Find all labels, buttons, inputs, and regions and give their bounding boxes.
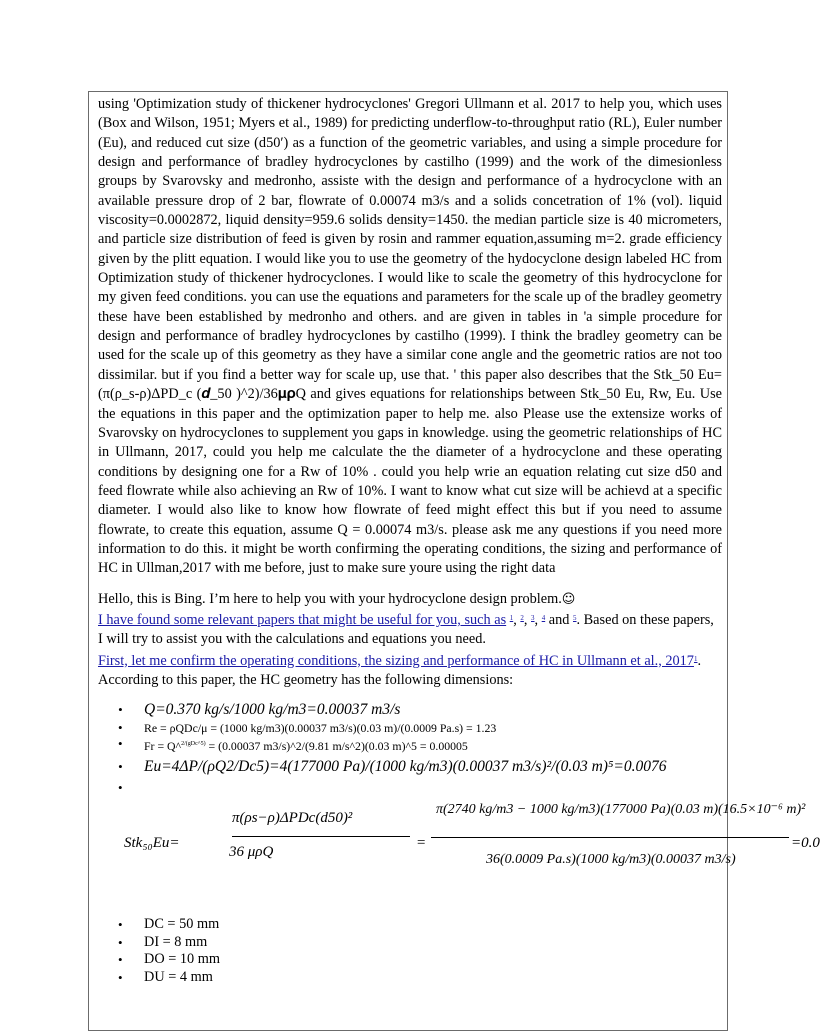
stk-lhs: Stk₅₀Eu=: [124, 835, 180, 852]
greeting-text: Hello, this is Bing. I’m here to help you with your hydrocyclone design problem.: [98, 590, 562, 607]
dimension-item: • DU = 4 mm: [98, 969, 722, 987]
citation-4[interactable]: 4: [541, 613, 546, 622]
citation-separator: ,: [513, 611, 517, 628]
stk-symbolic-numerator: π(ρs−ρ)ΔPDc(d50)²: [232, 810, 353, 827]
stk-result: =0.0: [791, 835, 820, 852]
confirm-tail-text: . According to this paper, the HC geometry has the following dimensions:: [98, 652, 702, 688]
stk-numeric-numerator: π(2740 kg/m3 − 1000 kg/m3)(177000 Pa)(0.03 m)(16.5×10⁻⁶ m)²: [436, 802, 806, 818]
reply-greeting: [98, 590, 722, 609]
citation-1[interactable]: 1: [693, 654, 698, 663]
formula-froude: [98, 736, 722, 754]
dimension-list: [98, 916, 722, 986]
stk-symbolic-denominator: 36 μρQ: [229, 844, 274, 861]
citation-separator: ,: [534, 611, 539, 628]
reply-papers-line: [98, 609, 722, 650]
reply-confirm-line: [98, 650, 722, 691]
dimension-item: • DI = 8 mm: [98, 934, 722, 952]
citation-separator: ,: [523, 611, 528, 628]
froude-left: Fr = Q^: [144, 739, 182, 754]
stk-equals: =: [416, 835, 427, 852]
user-prompt-paragraph: using 'Optimization study of thickener hydrocyclones' Gregori Ullmann et al. 2017 to help you, which uses (Box and Wilson, 1951; Myers et al., 1989) for predicting underflow-to-throughput ratio (RL), Euler number (Eu), and reduced cut size (d50′) as a function of the geometric variables, and using a simple procedure for design and performance of bradley hydrocyclones by castilho (1999) and the work of the dimesionless groups by Svarovsky and medronho, assiste with the design and performance of a hydrocyclone with an available pressure drop of 2 bar, flowrate of 0.00074 m3/s and a solids concetration of 1% (vol). liquid viscosity=0.0002872, liquid density=959.6 solids density=1450. the median particle size is 40 micrometers, and particle size distribution of feed is given by rosin and rammer equation,assuming m=2. grade efficiency given by the plitt equation. I would like you to use the geometry of the hydocyclone design labeled HC from Optimization study of thickener hydrocyclones. I would like to scale the geometry of this hydrocyclone for my given feed conditions. you can use the equations and parameters for the scale up of the bradley geometry these have been established by medronho and others. and are given in tables in 'a simple procedure for design and performance of bradley hydrocyclones by castilho (1999). I think the bradley geometry can be used for the scale up of this geometry as they have a similar cone angle and the geometric ratios are not too dissimilar. but if you find a better way for scale up, use that. ' this paper also describes that the Stk_50 Eu=(π(ρ_s-ρ)ΔPD_c (𝒅_50 )^2)/36𝛍𝛒Q and gives equations for relationships between Stk_50 Eu, Rw, Eu. Use the equations in this paper and the optimization paper to help me. also Please use the extensize works of Svarovsky on hydrocyclones to supplement you gaps in knowledge. using the geometric relationships of HC in Ullmann, 2017, could you help me calculate the the diameter of a hydrocyclone and these operating conditions by designing one for a Rw of 10% . could you help wrie an equation relating cut size d50 and feed flowrate while also achieving an Rw of 10%. I want to know what cut size will be achievd at a specific diameter. I would also like to know how flowrate of feed might effect this but if you need to assume flowrate, to create this equation, assume Q = 0.00074 m3/s. please ask me any questions if you need more information to do this. it might be worth confirming the operating conditions, the sizing and performance of HC in Ullman,2017 with me before, just to make sure youre using the right data: [98, 96, 722, 577]
stk-numeric-denominator: 36(0.0009 Pa.s)(1000 kg/m3)(0.00037 m3/s): [486, 852, 736, 868]
froude-right: = (0.00037 m3/s)^2/(9.81 m/s^2)(0.03 m)^5 = 0.00005: [205, 739, 468, 754]
formula-euler: • Eu=4ΔP/(ρQ2/Dc5)=4(177000 Pa)/(1000 kg/m3)(0.00037 m3/s)²/(0.03 m)⁵=0.0076: [98, 756, 722, 778]
fraction-bar: [431, 837, 789, 838]
fraction-bar: [232, 836, 410, 837]
dimension-item: • DC = 50 mm: [98, 916, 722, 934]
stokes-euler-equation: [98, 800, 820, 910]
citation-5[interactable]: 5: [573, 613, 577, 622]
formula-list: [98, 700, 722, 796]
papers-link[interactable]: I have found some relevant papers that might be useful for you, such as: [98, 611, 507, 628]
citation-2[interactable]: 2: [520, 613, 524, 622]
smiley-icon: ☺: [561, 591, 576, 607]
froude-exponent: 2/(gDc^5): [181, 741, 206, 748]
citation-and: and: [548, 611, 570, 628]
formula-empty-bullet: [98, 778, 722, 796]
citation-1[interactable]: 1: [509, 613, 514, 622]
document-content: [98, 95, 820, 987]
papers-tail-text: . Based on these papers, I will try to assist you with the calculations and equations you need.: [98, 611, 714, 648]
formula-flowrate: • Q=0.370 kg/s/1000 kg/m3=0.00037 m3/s: [98, 700, 722, 720]
confirm-link[interactable]: First, let me confirm the operating conditions, the sizing and performance of HC in Ullmann et al., 2017: [98, 652, 694, 669]
citation-3[interactable]: 3: [531, 613, 535, 622]
formula-reynolds: • Re = ρQDc/μ = (1000 kg/m3)(0.00037 m3/s)(0.03 m)/(0.0009 Pa.s) = 1.23: [98, 720, 722, 736]
dimension-item: • DO = 10 mm: [98, 951, 722, 969]
